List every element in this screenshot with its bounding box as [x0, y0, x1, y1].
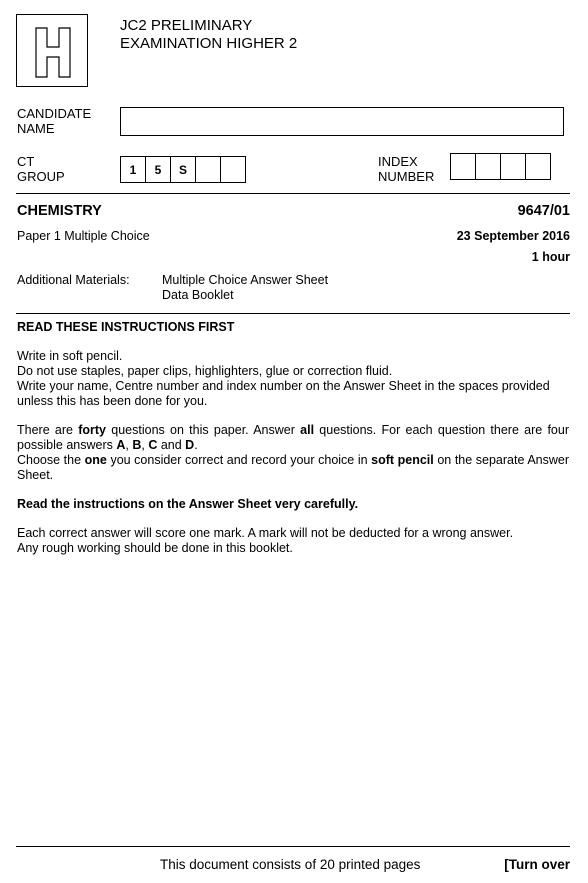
instructions-paragraph-2 [17, 423, 569, 453]
instruction-line: Do not use staples, paper clips, highlighters, glue or correction fluid. [17, 364, 393, 378]
turn-over-note: [Turn over [504, 857, 570, 872]
instructions-heading: READ THESE INSTRUCTIONS FIRST [17, 320, 235, 334]
candidate-name-label-1: CANDIDATE [17, 106, 92, 121]
ct-group-cell[interactable]: S [170, 156, 196, 183]
index-number-cell[interactable] [525, 153, 551, 180]
ct-group-cell[interactable]: 1 [120, 156, 146, 183]
paper-name: Paper 1 Multiple Choice [17, 229, 150, 243]
instruction-line: There are forty questions on this paper. Answer all questions. For each question there are four possible answers A, B, C and D. [17, 423, 569, 452]
candidate-name-field[interactable] [120, 107, 564, 136]
ct-group-cell[interactable] [220, 156, 246, 183]
index-number-label-2: NUMBER [378, 169, 435, 184]
instructions-paragraph-5 [17, 526, 569, 556]
divider [16, 193, 570, 194]
instruction-line: Any rough working should be done in this booklet. [17, 541, 293, 555]
instruction-line: Each correct answer will score one mark. A mark will not be deducted for a wrong answer. [17, 526, 514, 540]
h-outline-icon [17, 15, 89, 88]
ct-group-cell[interactable]: 5 [145, 156, 171, 183]
ct-group-label-2: GROUP [17, 169, 65, 184]
level-h-logo [16, 14, 88, 87]
exam-title-line2: EXAMINATION HIGHER 2 [120, 35, 298, 52]
instruction-line: Write in soft pencil. [17, 349, 123, 363]
candidate-name-label-2: NAME [17, 121, 55, 136]
instruction-line: Choose the one you consider correct and record your choice in soft pencil on the separate Answer Sheet. [17, 453, 569, 482]
index-number-label-1: INDEX [378, 154, 418, 169]
ct-group-cell[interactable] [195, 156, 221, 183]
instruction-line: Write your name, Centre number and index number on the Answer Sheet in the spaces provided unless this has been done for you. [17, 379, 550, 408]
instructions-paragraph-1 [17, 349, 569, 409]
index-number-cell[interactable] [475, 153, 501, 180]
index-number-cell[interactable] [450, 153, 476, 180]
instruction-line: Read the instructions on the Answer Sheet very carefully. [17, 497, 359, 511]
index-number-boxes [450, 153, 551, 180]
divider [16, 313, 570, 314]
ct-group-boxes [120, 156, 246, 183]
page-count-note: This document consists of 20 printed pages [160, 857, 421, 872]
paper-code: 9647/01 [517, 203, 570, 219]
instructions-block [17, 320, 569, 570]
material-item: Multiple Choice Answer Sheet [162, 273, 329, 287]
exam-duration: 1 hour [531, 250, 570, 264]
footer-divider [16, 846, 570, 847]
index-number-cell[interactable] [500, 153, 526, 180]
materials-label: Additional Materials: [17, 273, 130, 287]
ct-group-label-1: CT [17, 154, 35, 169]
instructions-paragraph-4 [17, 497, 569, 512]
instructions-paragraph-3 [17, 453, 569, 483]
subject-title: CHEMISTRY [17, 203, 102, 219]
material-item: Data Booklet [162, 288, 234, 302]
exam-date: 23 September 2016 [456, 229, 570, 243]
exam-title-line1: JC2 PRELIMINARY [120, 17, 253, 34]
